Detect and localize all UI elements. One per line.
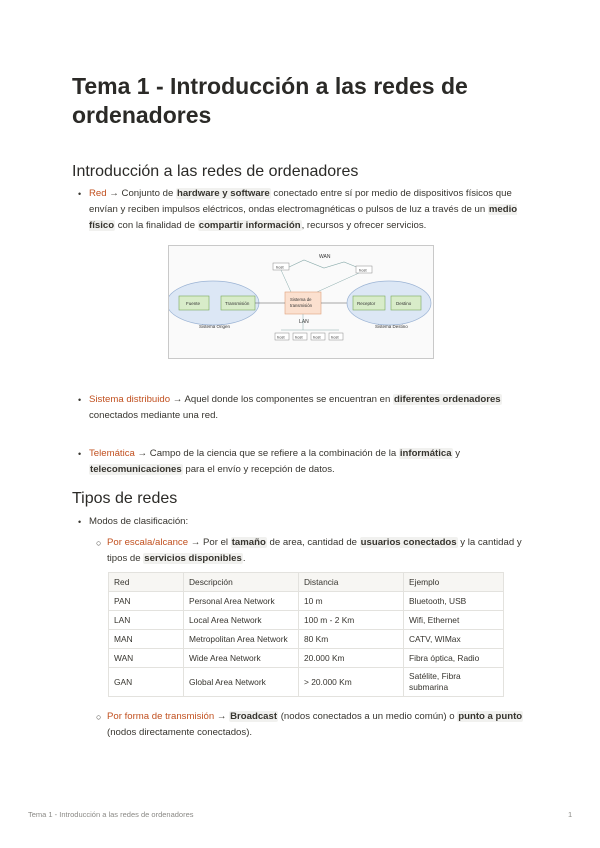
keyword: compartir información xyxy=(198,220,301,231)
keyword: hardware y software xyxy=(176,188,270,199)
transmision-label: Transmisión xyxy=(225,301,250,306)
table-cell: Global Area Network xyxy=(184,668,299,697)
table-header-row xyxy=(109,573,504,592)
table-header: Red xyxy=(109,573,184,592)
receptor-label: Receptor xyxy=(357,301,376,306)
network-diagram xyxy=(169,246,433,358)
keyword: servicios disponibles xyxy=(144,553,242,564)
keyword: informática xyxy=(399,448,452,459)
bullet-dot: • xyxy=(78,517,82,527)
keyword: usuarios conectados xyxy=(360,537,457,548)
table-header: Descripción xyxy=(184,573,299,592)
table-cell: > 20.000 Km xyxy=(299,668,404,697)
keyword: tamaño xyxy=(231,537,266,548)
keyword: telecomunicaciones xyxy=(90,464,182,475)
table-cell: Wifi, Ethernet xyxy=(404,611,504,630)
table-cell: 80 Km xyxy=(299,630,404,649)
table-cell: 100 m - 2 Km xyxy=(299,611,404,630)
table-cell: GAN xyxy=(109,668,184,697)
keyword: Broadcast xyxy=(230,711,278,722)
fuente-label: Fuente xyxy=(186,301,201,306)
footer-title: Tema 1 - Introducción a las redes de ordenadores xyxy=(28,810,194,819)
term-transmision: Por forma de transmisión xyxy=(107,711,215,722)
page-title: Tema 1 - Introducción a las redes de ordenadores xyxy=(72,73,468,128)
section-heading-intro: Introducción a las redes de ordenadores xyxy=(72,163,359,180)
bullet-circle: ○ xyxy=(96,712,102,722)
table-cell: Metropolitan Area Network xyxy=(184,630,299,649)
lan-host-label: host xyxy=(277,334,285,340)
link-line xyxy=(281,270,291,292)
keyword: punto a punto xyxy=(458,711,523,722)
table-header: Ejemplo xyxy=(404,573,504,592)
wan-host-label: host xyxy=(276,264,284,270)
term-red: Red xyxy=(89,188,107,199)
destination-label: Sistema Destino xyxy=(375,324,408,329)
table-row xyxy=(109,592,504,611)
term-sistema-distribuido: Sistema distribuido xyxy=(89,394,171,405)
table-cell: 20.000 Km xyxy=(299,649,404,668)
wan-link xyxy=(287,260,359,268)
term-telematica: Telemática xyxy=(89,448,135,459)
destino-label: Destino xyxy=(396,301,412,306)
table-header: Distancia xyxy=(299,573,404,592)
table-cell: Wide Area Network xyxy=(184,649,299,668)
table-cell: Personal Area Network xyxy=(184,592,299,611)
table-cell: 10 m xyxy=(299,592,404,611)
section-heading-tipos: Tipos de redes xyxy=(72,490,178,507)
term-escala: Por escala/alcance xyxy=(107,537,189,548)
bullet-dot: • xyxy=(78,189,82,199)
transmission-system-line1: Sistema de xyxy=(290,297,312,302)
lan-host-label: host xyxy=(295,334,303,340)
lan-label: LAN xyxy=(299,319,309,325)
wan-host-label: host xyxy=(359,267,367,273)
bullet-dot: • xyxy=(78,449,82,459)
link-line xyxy=(317,273,359,292)
table-cell: Satélite, Fibra submarina xyxy=(404,668,504,697)
table-cell: Bluetooth, USB xyxy=(404,592,504,611)
keyword: diferentes ordenadores xyxy=(394,394,501,405)
lan-host-label: host xyxy=(331,334,339,340)
bullet-circle: ○ xyxy=(96,538,102,548)
table-cell: WAN xyxy=(109,649,184,668)
table-cell: Local Area Network xyxy=(184,611,299,630)
transmission-system-line2: transmisión xyxy=(290,303,312,308)
table-cell: CATV, WIMax xyxy=(404,630,504,649)
table-row xyxy=(109,649,504,668)
table-row xyxy=(109,630,504,649)
table-cell: PAN xyxy=(109,592,184,611)
keyword: medio físico xyxy=(89,204,518,231)
table-cell: Fibra óptica, Radio xyxy=(404,649,504,668)
wan-label: WAN xyxy=(319,254,331,260)
table-row xyxy=(109,611,504,630)
origin-label: Sistema Origen xyxy=(199,324,231,329)
bullet-dot: • xyxy=(78,395,82,405)
table-cell: MAN xyxy=(109,630,184,649)
network-types-table xyxy=(108,572,504,697)
lan-host-label: host xyxy=(313,334,321,340)
page-number: 1 xyxy=(568,810,573,819)
network-diagram-figure xyxy=(168,245,434,359)
table-cell: LAN xyxy=(109,611,184,630)
table-row xyxy=(109,668,504,697)
